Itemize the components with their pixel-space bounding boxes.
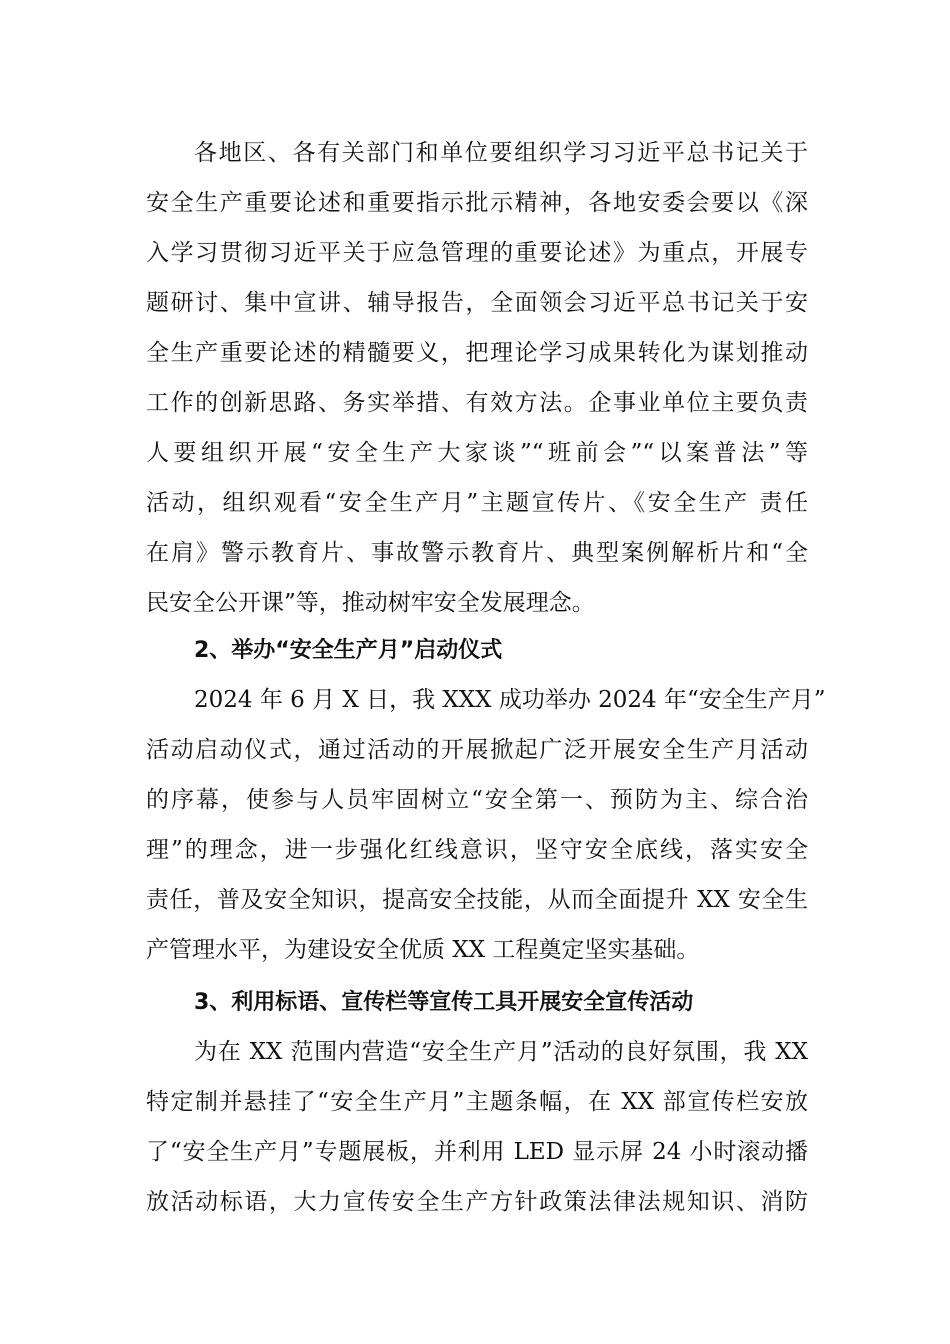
section-heading-3: 3、利用标语、宣传栏等宣传工具开展安全宣传活动 <box>194 990 694 1015</box>
paragraph-1-line-10: 民安全公开课”等，推动树牢安全发展理念。 <box>146 590 595 616</box>
paragraph-2-line-3: 的序幕，使参与人员牢固树立“安全第一、预防为主、综合治 <box>146 787 808 813</box>
paragraph-3-line-3: 了“安全生产月”专题展板，并利用 LED 显示屏 24 小时滚动播 <box>146 1139 808 1165</box>
paragraph-1-line-9: 在肩》警示教育片、事故警示教育片、典型案例解析片和“全 <box>146 540 808 566</box>
paragraph-3-line-4: 放活动标语，大力宣传安全生产方针政策法律法规知识、消防 <box>146 1189 808 1215</box>
paragraph-3-line-2: 特定制并悬挂了“安全生产月”主题条幅，在 XX 部宣传栏安放 <box>146 1089 808 1115</box>
paragraph-2-line-6: 产管理水平，为建设安全优质 XX 工程奠定坚实基础。 <box>146 937 700 963</box>
paragraph-1-line-8: 活动，组织观看“安全生产月”主题宣传片、《安全生产 责任 <box>146 490 808 516</box>
paragraph-3-line-1: 为在 XX 范围内营造“安全生产月”活动的良好氛围，我 XX <box>194 1039 808 1065</box>
paragraph-1-line-3: 入学习贯彻习近平关于应急管理的重要论述》为重点，开展专 <box>146 240 808 266</box>
paragraph-1-line-5: 全生产重要论述的精髓要义，把理论学习成果转化为谋划推动 <box>146 340 808 366</box>
paragraph-1-line-6: 工作的创新思路、务实举措、有效方法。企事业单位主要负责 <box>146 390 808 416</box>
paragraph-2-line-1: 2024 年 6 月 X 日，我 XXX 成功举办 2024 年“安全生产月” <box>194 687 826 713</box>
paragraph-1-line-2: 安全生产重要论述和重要指示批示精神，各地安委会要以《深 <box>146 190 808 216</box>
paragraph-1-line-7: 人要组织开展“安全生产大家谈”“班前会”“以案普法”等 <box>146 440 808 466</box>
paragraph-2-line-4: 理”的理念，进一步强化红线意识，坚守安全底线，落实安全 <box>146 837 808 863</box>
paragraph-2-line-2: 活动启动仪式，通过活动的开展掀起广泛开展安全生产月活动 <box>146 737 808 763</box>
paragraph-1-line-4: 题研讨、集中宣讲、辅导报告，全面领会习近平总书记关于安 <box>146 290 808 316</box>
section-heading-2: 2、举办“安全生产月”启动仪式 <box>194 638 503 663</box>
paragraph-1-line-1: 各地区、各有关部门和单位要组织学习习近平总书记关于 <box>194 140 808 166</box>
paragraph-2-line-5: 责任，普及安全知识，提高安全技能，从而全面提升 XX 安全生 <box>146 887 808 913</box>
